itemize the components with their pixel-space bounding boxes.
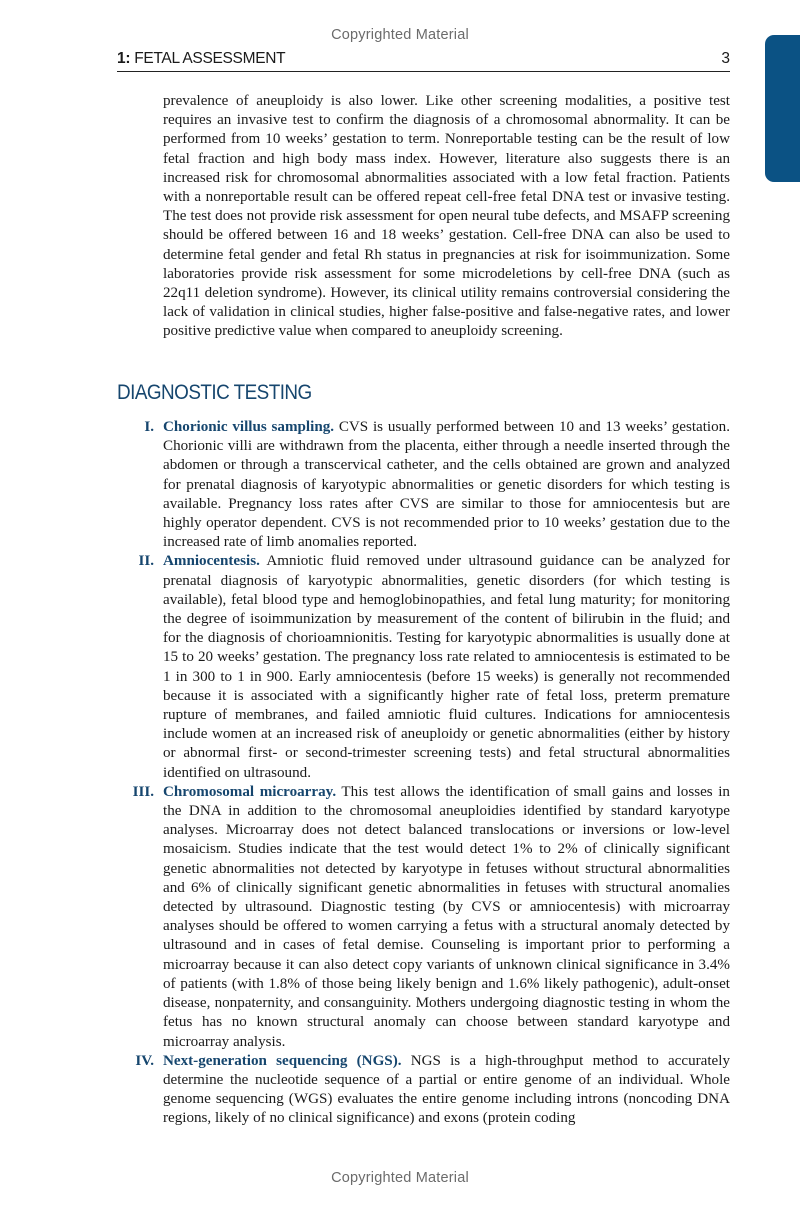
chapter-thumb-tab [765,35,800,182]
item-numeral: I. [144,419,154,435]
diagnostic-testing-list [117,418,730,1129]
item-numeral: IV. [135,1052,154,1069]
item-text: This test allows the identification of small gains and losses in the DNA in addition to the chromosomal aneuploidies identified by standard karyotype analyses. Microarray does not detect balanced translocations or inversions or low-level mosaicism. Studies indicate that the test would detect 1% to 2% of clinically significant genetic abnormalities not detected by karyotype in fetuses without structural abnormalities and 6% of clinically significant genetic abnormalities in fetuses with structural anomalies detected by ultrasound. Diagnostic testing (by CVS or amniocentesis) with microarray analyses should be offered to women carrying a fetus with a structural anomaly detected by ultrasound and in cases of fetal demise. Counseling is important prior to performing a microarray because it can also detect copy variants of unknown clinical significance in 3.4% of patients (with 1.8% of those being likely benign and 1.6% likely pathogenic), adult-onset disease, nonpaternity, and consanguinity. Mothers undergoing diagnostic testing in whom the fetus has no known structural anomaly can choose between standard karyotype and microarray analysis. [163,783,730,1050]
list-item-amniocentesis [117,552,730,782]
copyright-watermark-top: Copyrighted Material [331,27,469,43]
copyright-watermark-bottom: Copyrighted Material [331,1170,469,1186]
item-title: Next-generation sequencing (NGS). [163,1052,402,1069]
chapter-number: 1: [117,50,131,67]
item-title: Chromosomal microarray. [163,783,337,800]
chapter-title: FETAL ASSESSMENT [134,50,286,67]
item-title: Chorionic villus sampling. [163,419,335,435]
running-head [117,49,730,72]
item-text: Amniotic fluid removed under ultrasound guidance can be analyzed for prenatal diagnosis of karyotypic abnormalities, genetic disorders (for which testing is available), fetal blood type and hemoglobinopathies, and fetal lung maturity; for monitoring the degree of isoimmunization by measurement of the content of bilirubin in the fluid; and for the diagnosis of chorioamnionitis. Testing for karyotypic abnormalities is usually done at 15 to 20 weeks’ gestation. The pregnancy loss rate related to amniocentesis is estimated to be 1 in 300 to 1 in 900. Early amniocentesis (before 15 weeks) is generally not recommended because it is associated with a significantly higher rate of fetal loss, preterm premature rupture of membranes, and failed amniotic fluid cultures. Indications for amniocentesis include women at an increased risk of aneuploidy or genetic abnormalities (either by history or abnormal first- or second-trimester screening tests) and fetal structural abnormalities identified on ultrasound. [163,553,730,781]
item-numeral: II. [138,553,154,570]
item-numeral: III. [132,783,154,800]
intro-paragraph: prevalence of aneuploidy is also lower. Like other screening modalities, a positive test requires an invasive test to confirm the diagnosis of a chromosomal abnormality. It can be performed from 10 weeks’ gestation to term. Nonreportable testing can be the result of low fetal fraction and high body mass index. However, literature also suggests there is an increased risk for chromosomal abnormalities associated with a low fetal fraction. Patients with a nonreportable result can be offered repeat cell-free fetal DNA test or invasive testing. The test does not provide risk assessment for open neural tube defects, and MSAFP screening should be offered between 16 and 18 weeks’ gestation. Cell-free DNA can also be used to determine fetal gender and fetal Rh status in pregnancies at risk for isoimmunization. Some laboratories provide risk assessment for some microdeletions by cell-free DNA (such as 22q11 deletion syndrome). However, its clinical utility remains controversial considering the lack of validation in clinical studies, higher false-positive and false-negative rates, and lower positive predictive value when compared to aneuploidy screening. [163,93,730,340]
item-title: Amniocentesis. [163,553,260,570]
page-number: 3 [721,50,730,67]
section-heading: DIAGNOSTIC TESTING [117,381,312,404]
list-item-cvs [117,418,730,552]
item-text: CVS is usually performed between 10 and 13 weeks’ gestation. Chorionic villi are withdrawn from the placenta, either through a needle inserted through the abdomen or through a transcervical catheter, and the cells obtained are grown and analyzed for prenatal diagnosis of karyotypic abnormalities or genetic disorders for which testing is available. Pregnancy loss rates after CVS are similar to those for amniocentesis but are highly operator dependent. CVS is not recommended prior to 10 weeks’ gestation due to the increased rate of limb anomalies reported. [163,419,730,551]
chapter-label [117,50,285,68]
list-item-ngs [117,1052,730,1129]
list-item-microarray [117,783,730,1052]
item-text: NGS is a high-throughput method to accurately determine the nucleotide sequence of a partial or entire genome of an individual. Whole genome sequencing (WGS) evaluates the entire genome including introns (noncoding DNA regions, likely of no clinical significance) and exons (protein coding [163,1052,730,1127]
